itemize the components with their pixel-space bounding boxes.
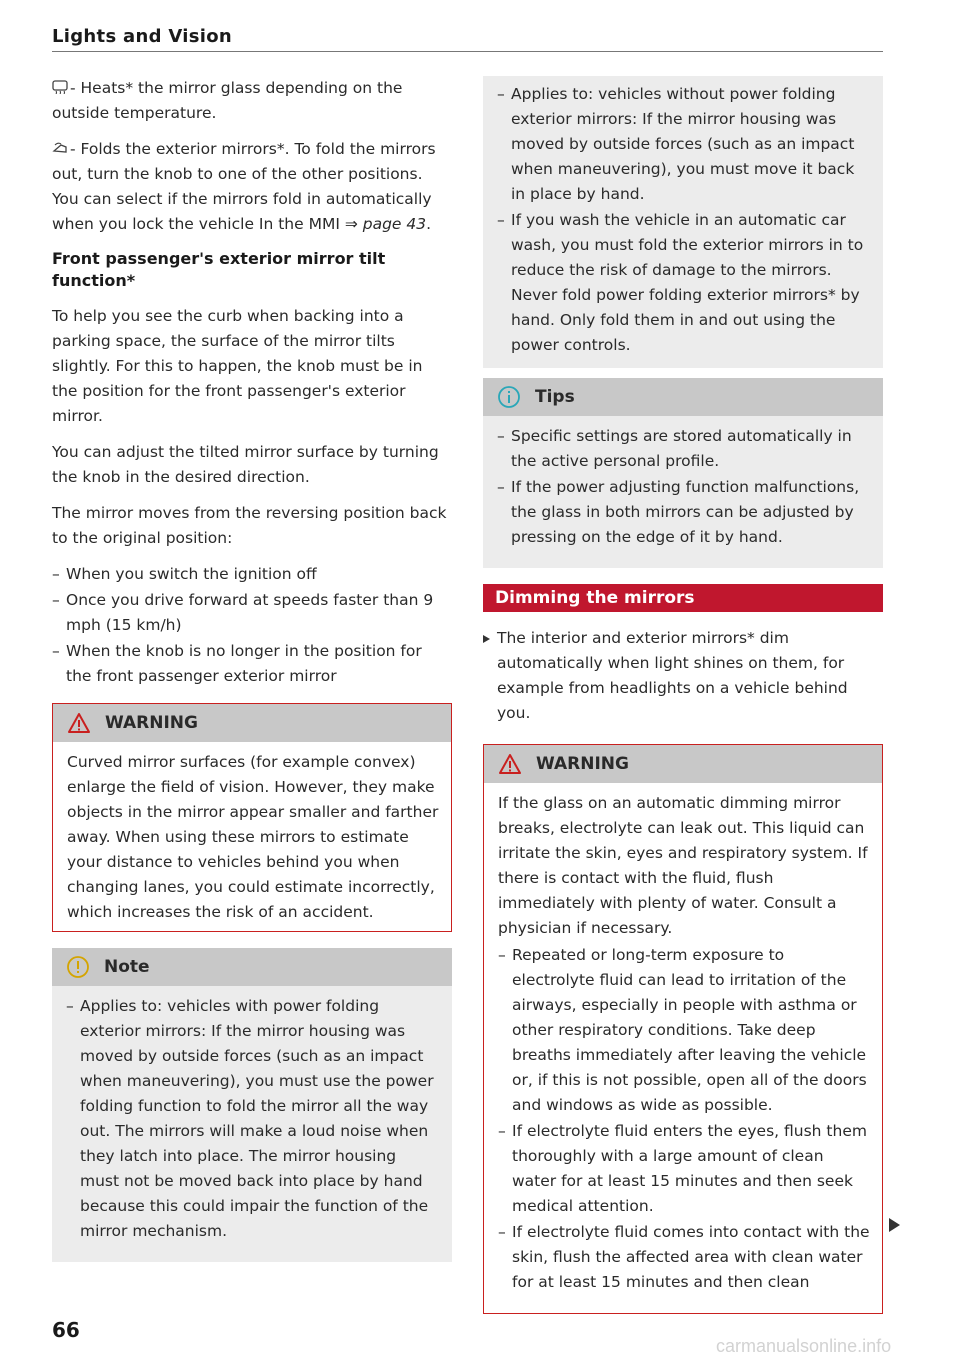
tilt-paragraph-1: To help you see the curb when backing into a parking space, the surface of the mirror tilts slightly. For this to happen, the knob must be in the position for the front passenger's exterior mirror. bbox=[52, 307, 423, 425]
list-item: – Specific settings are stored automatically in the active personal profile. bbox=[497, 424, 871, 474]
warning-triangle-icon bbox=[498, 752, 522, 776]
warning-body bbox=[53, 742, 451, 931]
list-item: – When the knob is no longer in the position for the front passenger exterior mirror bbox=[52, 639, 452, 689]
list-item: – If electrolyte fluid comes into contact with the skin, flush the affected area with clean water for at least 15 minutes and then clean bbox=[498, 1220, 870, 1295]
fold-paragraph bbox=[52, 137, 452, 237]
warning-title: WARNING bbox=[105, 713, 198, 733]
note-title: Note bbox=[104, 957, 150, 977]
note-header bbox=[52, 948, 452, 986]
dimming-paragraph bbox=[483, 626, 883, 726]
list-item: – If you wash the vehicle in an automatic car wash, you must fold the exterior mirrors in to reduce the risk of damage to the mirrors. Never fold power folding exterior mirrors* by hand. Only fold them in and out using the power controls. bbox=[497, 208, 871, 358]
warning-intro: If the glass on an automatic dimming mirror breaks, electrolyte can leak out. This liquid can irritate the skin, eyes and respiratory system. If there is contact with the fluid, flush immediately with plenty of water. Consult a physician if necessary. bbox=[498, 794, 868, 937]
tips-body bbox=[483, 416, 883, 568]
mirror-heat-icon bbox=[52, 80, 68, 94]
info-circle-icon bbox=[497, 385, 521, 409]
tips-title: Tips bbox=[535, 387, 575, 407]
list-item: – If the power adjusting function malfunctions, the glass in both mirrors can be adjusted by pressing on the edge of it by hand. bbox=[497, 475, 871, 550]
left-column bbox=[52, 76, 452, 1278]
list-item: – Repeated or long-term exposure to electrolyte fluid can lead to irritation of the airways, especially in people with asthma or other respiratory conditions. Take deep breaths immediately after leaving the vehicle or, if this is not possible, open all of the doors and windows as wide as possible. bbox=[498, 943, 870, 1118]
list-item: – Applies to: vehicles without power folding exterior mirrors: If the mirror housing was moved by outside forces (such as an impact when maneuvering), you must move it back in place by hand. bbox=[497, 82, 871, 207]
tilt-list bbox=[52, 562, 452, 689]
list-item: – Once you drive forward at speeds faster than 9 mph (15 km/h) bbox=[52, 588, 452, 638]
tilt-paragraph-3: The mirror moves from the reversing position back to the original position: bbox=[52, 504, 447, 547]
warning-text: Curved mirror surfaces (for example convex) enlarge the field of vision. However, they make objects in the mirror appear smaller and farther away. When using these mirrors to estimate your distance to vehicles behind you when changing lanes, you could estimate incorrectly, which increases the risk of an accident. bbox=[67, 753, 439, 921]
fold-text-end: . bbox=[426, 215, 432, 233]
exclamation-circle-icon bbox=[66, 955, 90, 979]
tips-header bbox=[483, 378, 883, 416]
heat-paragraph bbox=[52, 76, 452, 126]
mirror-fold-icon bbox=[52, 141, 68, 155]
note-list bbox=[66, 994, 440, 1244]
tips-box bbox=[483, 378, 883, 568]
continue-arrow-icon bbox=[889, 1218, 900, 1232]
bullet-arrow-icon bbox=[483, 635, 490, 643]
tips-list bbox=[497, 424, 871, 550]
warning-header bbox=[53, 704, 451, 742]
page-number: 66 bbox=[52, 1318, 80, 1342]
page-reference-link[interactable]: ⇒ page 43 bbox=[344, 215, 427, 233]
note-continuation bbox=[483, 76, 883, 368]
warning-header bbox=[484, 745, 882, 783]
list-item: – Applies to: vehicles with power folding exterior mirrors: If the mirror housing was moved by outside forces (such as an impact when maneuvering), you must use the power folding function to fold the mirror all the way out. The mirrors will make a loud noise when they latch into place. The mirror housing must not be moved back into place by hand because this could impair the function of the mirror mechanism. bbox=[66, 994, 440, 1244]
dimming-warning-box bbox=[483, 744, 883, 1314]
note-continuation-list bbox=[497, 82, 871, 358]
heat-text: - Heats* the mirror glass depending on the outside temperature. bbox=[52, 79, 403, 122]
section-heading-dimming: Dimming the mirrors bbox=[483, 584, 883, 612]
dimming-text: The interior and exterior mirrors* dim automatically when light shines on them, for example from headlights on a vehicle behind you. bbox=[497, 629, 848, 722]
fold-text: - Folds the exterior mirrors*. To fold the mirrors out, turn the knob to one of the other positions. You can select if the mirrors fold in automatically when you lock the vehicle In the MMI bbox=[52, 140, 436, 233]
tilt-paragraph-2: You can adjust the tilted mirror surface by turning the knob in the desired direction. bbox=[52, 443, 439, 486]
list-item: – When you switch the ignition off bbox=[52, 562, 452, 587]
warning-body bbox=[484, 783, 882, 1313]
note-body bbox=[52, 986, 452, 1262]
warning-title: WARNING bbox=[536, 754, 629, 774]
warning-list bbox=[498, 943, 870, 1295]
header-rule bbox=[52, 51, 883, 52]
watermark: carmanualsonline.info bbox=[716, 1336, 892, 1356]
right-column bbox=[483, 76, 883, 1330]
warning-box bbox=[52, 703, 452, 932]
note-box bbox=[52, 948, 452, 1262]
warning-triangle-icon bbox=[67, 711, 91, 735]
list-item: – If electrolyte fluid enters the eyes, flush them thoroughly with a large amount of clean water for at least 15 minutes and then seek medical attention. bbox=[498, 1119, 870, 1219]
tilt-heading: Front passenger's exterior mirror tilt function* bbox=[52, 249, 386, 290]
running-head: Lights and Vision bbox=[52, 26, 232, 47]
